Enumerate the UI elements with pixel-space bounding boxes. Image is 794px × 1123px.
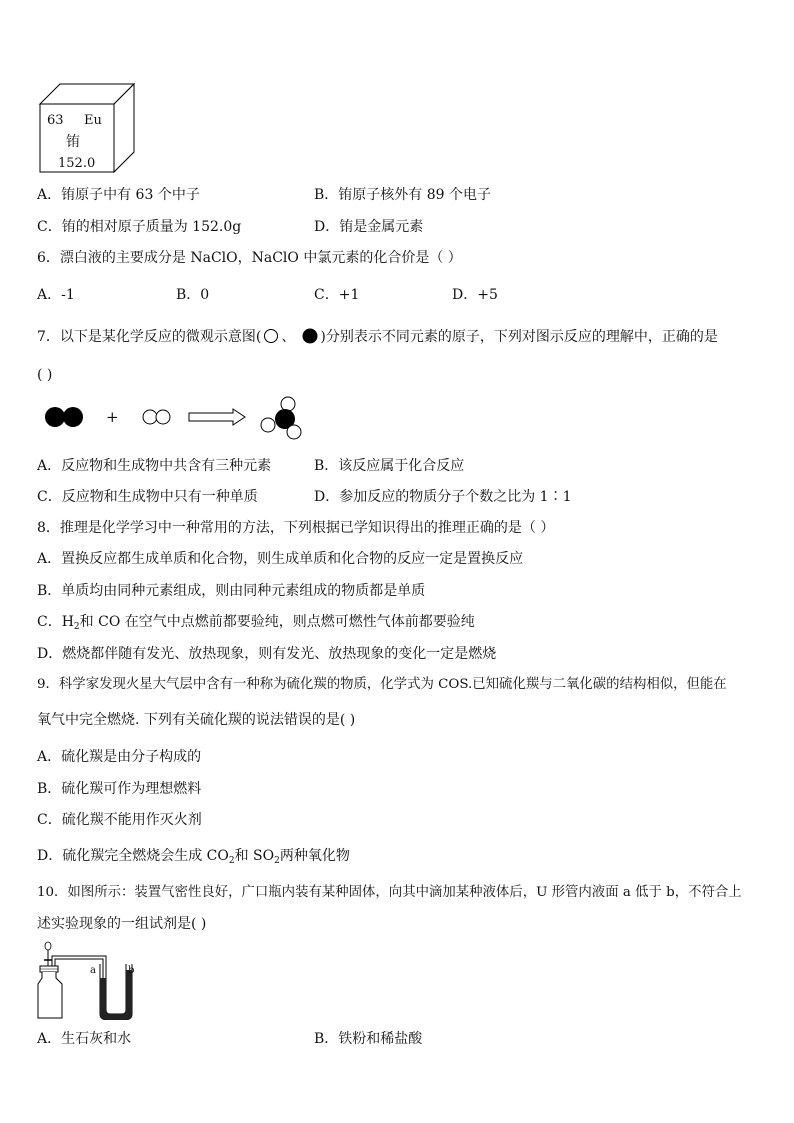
u-tube-label-a: a [90,965,96,976]
reactant-white-atom-1 [143,410,157,424]
q5-option-b: B．铕原子核外有 89 个电子 [314,187,492,203]
q5-option-d: D．铕是金属元素 [314,219,424,235]
q9-option-d-prefix: D．硫化羰完全燃烧会生成 CO [37,848,229,864]
q7-option-b: B．该反应属于化合反应 [314,458,465,474]
q6-option-c: C．+1 [314,287,360,303]
q9-option-d-suffix: 两种氧化物 [279,848,350,864]
q7-stem [37,328,718,346]
q8-stem: 8．推理是化学学习中一种常用的方法，下列根据已学知识得出的推理正确的是（ ） [37,520,555,536]
element-name: 铕 [66,134,80,150]
q9-option-a: A．硫化羰是由分子构成的 [37,749,202,765]
q6-option-b: B．0 [176,287,210,303]
q6-option-a: A．-1 [37,287,75,303]
q8-option-c [37,613,475,636]
q9-option-b: B．硫化羰可作为理想燃料 [37,781,202,797]
q7-stem-sep: 、 [281,329,296,345]
q8-option-c-suffix: 和 CO 在空气中点燃前都要验纯，则点燃可燃性气体前都要验纯 [79,614,475,630]
product-white-atom-left [261,418,275,432]
q8-option-a: A．置换反应都生成单质和化合物，则生成单质和化合物的反应一定是置换反应 [37,551,524,567]
black-atom-icon [301,328,319,344]
q7-option-c: C．反应物和生成物中只有一种单质 [37,489,258,505]
q10-option-b: B．铁粉和稀盐酸 [314,1031,423,1047]
element-symbol: Eu [84,113,102,128]
co2-subscript: 2 [228,856,235,866]
product-white-atom-right [287,425,301,439]
reactant-black-atom-2 [63,407,83,427]
reactant-white-atom-2 [156,410,170,424]
reactant-black-atom-1 [45,407,65,427]
q10-stem-line1: 10．如图所示：装置气密性良好，广口瓶内装有某种固体，向其中滴加某种液体后，U 形管内液面 a 低于 b，不符合上 [37,885,742,900]
reaction-arrow [189,409,245,425]
element-mass: 152.0 [58,156,96,171]
q7-stem-part2: )分别表示不同元素的原子，下列对图示反应的理解中，正确的是 [320,329,718,345]
apparatus-diagram [36,940,146,1020]
u-tube-label-b: b [128,965,135,976]
q6-option-d: D．+5 [452,287,498,303]
h2-subscript: 2 [73,622,80,632]
q7-stem-bracket: ( ) [37,367,53,383]
q5-option-a: A．铕原子中有 63 个中子 [37,187,200,203]
element-number: 63 [47,113,64,128]
q9-option-d-mid: 和 SO [234,848,275,864]
q7-option-d: D．参加反应的物质分子个数之比为 1∶1 [314,489,572,505]
reaction-plus: + [106,408,119,426]
q8-option-c-prefix: C．H [37,614,74,630]
q8-option-d: D．燃烧都伴随有发光、放热现象，则有发光、放热现象的变化一定是燃烧 [37,646,497,662]
product-white-atom-top [281,397,295,411]
white-atom-icon [263,328,279,344]
so2-subscript: 2 [274,856,280,866]
q7-option-a: A．反应物和生成物中共含有三种元素 [37,458,272,474]
q10-stem-line2: 述实验现象的一组试剂是( ) [37,916,207,932]
q8-option-b: B．单质均由同种元素组成，则由同种元素组成的物质都是单质 [37,583,426,599]
q9-option-d [37,847,350,870]
q10-option-a: A．生石灰和水 [37,1031,132,1047]
q6-stem: 6．漂白液的主要成分是 NaClO，NaClO 中氯元素的化合价是（ ） [37,250,462,266]
q9-option-c: C．硫化羰不能用作灭火剂 [37,812,202,828]
reaction-diagram [40,395,310,441]
q9-stem-line2: 氧气中完全燃烧. 下列有关硫化羰的说法错误的是( ) [37,712,356,728]
q9-stem-line1: 9．科学家发现火星大气层中含有一种称为硫化羰的物质，化学式为 COS.已知硫化羰与二氧化碳的结构相似，但能在 [37,677,727,692]
q7-stem-part1: 7．以下是某化学反应的微观示意图( [37,329,262,345]
q5-option-c: C．铕的相对原子质量为 152.0g [37,219,242,235]
